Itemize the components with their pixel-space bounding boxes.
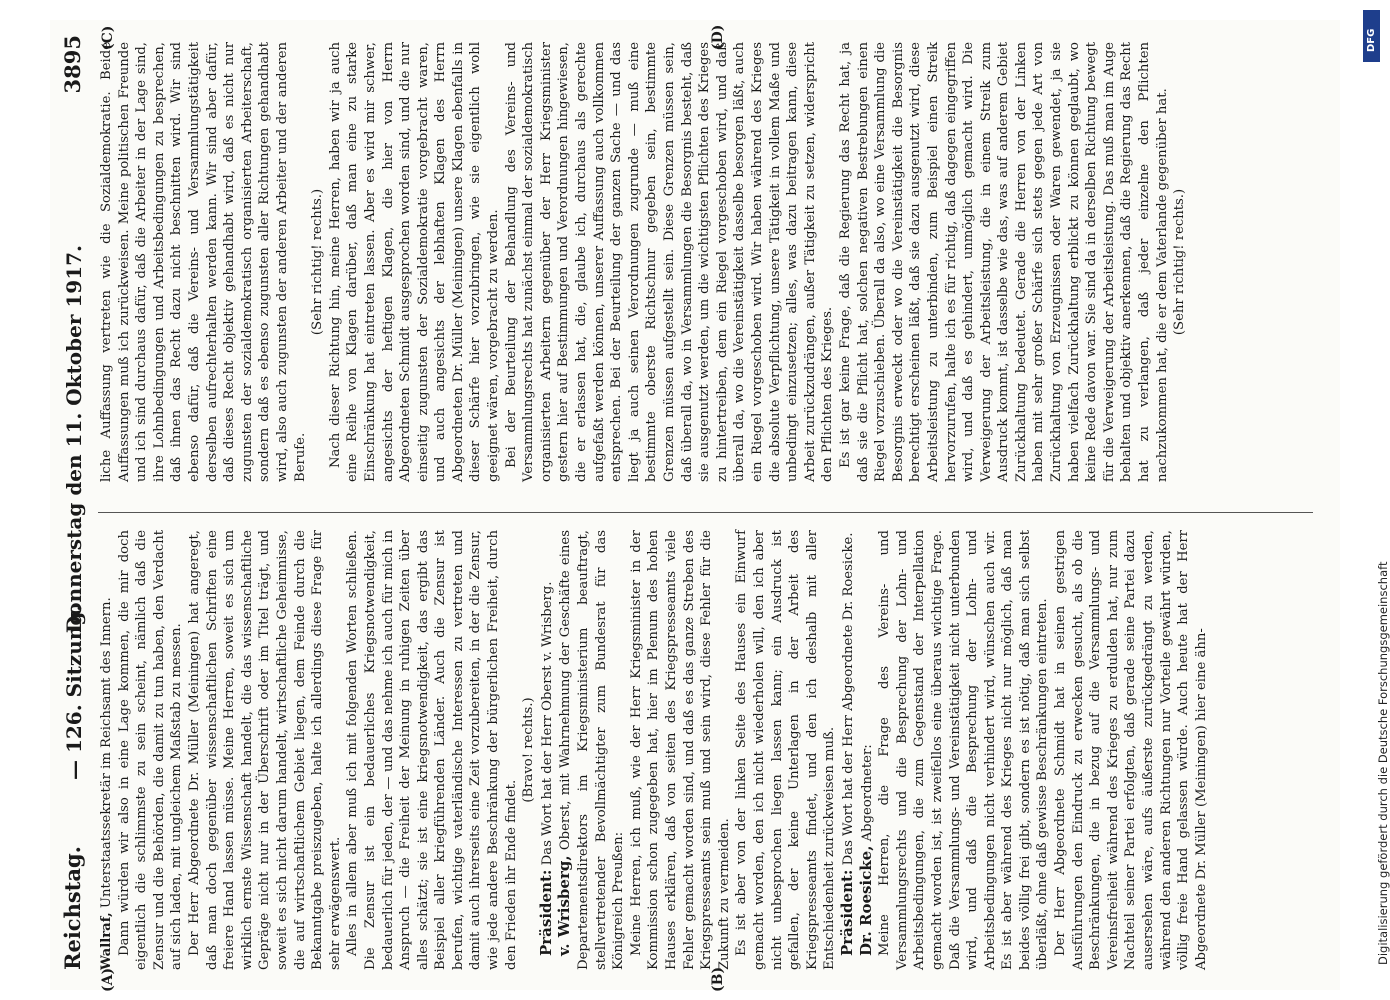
president-label: Präsident:	[837, 869, 856, 956]
speaker-name: Dr. Roesicke,	[856, 845, 875, 956]
paragraph: Nach dieser Richtung hin, meine Herren, haben wir ja auch eine Reihe von Klagen darüber, daß man eine zu starke Einschränkung hat eintreten lassen. Aber es wird mir schwer, angesichts der heftigen Klagen, die hier von Herrn Abgeordneten Schmidt ausgesprochen worden sind, und die nur einseitig zugunsten der Sozialdemokratie vorgebracht waren, und auch angesichts der lebhaften Klagen des Herrn Abgeordneten Dr. Müller (Meiningen) unsere Klagen ebenfalls in dieser Schärfe hier vorzubringen, wie sie eigentlich wohl geeignet wären, vorgebracht zu werden.	[327, 42, 502, 482]
right-column	[98, 42, 1328, 482]
president-statement	[839, 530, 858, 970]
paragraph: Der Herr Abgeordnete Schmidt hat in seinen gestrigen Ausführungen den Eindruck zu erwecken gesucht, als ob die Beschränkungen, die in bezug auf die Versammlungs- und Vereinsfreiheit während des Krieges zu erdulden hat, nur zum Nachteil seiner Partei erfolgten, daß gerade seine Partei dazu ausersehen wäre, aufs äußerste zurückgedrängt zu werden, während den anderen Richtungen nur Vorteile gewährt würden, völlig freie Hand gelassen würde. Auch heute hat der Herr Abgeordnete Dr. Müller (Meiningen) hier eine ähn-	[1053, 530, 1209, 970]
paragraph: Es ist aber von der linken Seite des Hauses ein Einwurf gemacht worden, den ich nicht wiederholen will, den ich aber nicht unbesprochen liegen lassen kann; ein Ausdruck ist gefallen, der keine Unterlagen in der Arbeit des Kriegspresseamts findet, und den ich deshalb mit aller Entschiedenheit zurückweisen muß.	[734, 530, 838, 970]
header-session: — 126. Sitzung.	[62, 604, 86, 780]
margin-marker-b: (B)	[710, 966, 726, 992]
paragraph: Meine Herren, die Frage des Vereins- und Versammlungsrechts und die Besprechung der Lohn- und Arbeitsbedingungen, die zum Gegenstand der Interpellation gemacht worden ist, ist zweifellos eine überaus wichtige Frage. Daß die Versammlungs- und Vereinstätigkeit nicht unterbunden wird, und daß die Besprechung der Lohn- und Arbeitsbedingungen nicht verhindert wird, wünschen auch wir. Es ist aber während des Krieges nicht nur möglich, daß man beides völlig frei gibt, sondern es ist nötig, daß man sich selbst überläßt, ohne daß gewisse Beschränkungen eintreten.	[877, 530, 1051, 970]
speaker-name: v. Wrisberg,	[555, 855, 574, 956]
speaker-role: Unterstaatssekretär im Reichsamt des Innern.	[99, 597, 114, 909]
president-statement	[538, 530, 557, 970]
president-text: Das Wort hat der Herr Oberst v. Wrisberg.	[539, 581, 555, 866]
paragraph: Alles in allem aber muß ich mit folgenden Worten schließen. Die Zensur ist ein bedauerliches Kriegsnotwendigkeit, bedauerlich für jeden, der — und das nehme ich auch für mich in Anspruch — die Freiheit der Meinung in ruhigen Zeiten über alles schätzt; sie ist eine kriegsnotwendigkeit, das ergibt das Beispiel aller kriegführenden Länder. Auch die Zensur ist berufen, wichtige vaterländische Interessen zu vertreten und damit auch ihrerseits eine Zeit vorzubereiten, in der die Zensur, wie jede andere Beschränkung der bürgerlichen Freiheit, durch den Frieden ihr Ende findet.	[345, 530, 519, 970]
paragraph: Bei der Beurteilung der Behandlung des Vereins- und Versammlungsrechts hat zunächst einmal der sozialdemokratisch organisierten Arbeitern gegenüber der Herr Kriegsminister gestern hier auf Bestimmungen und Verordnungen hingewiesen, die er erlassen hat, die, glaube ich, durchaus als gerechte aufgefaßt werden können, unserer Auffassung auch vollkommen entsprechen. Bei der Beurteilung der ganzen Sache — und das liegt ja auch seinen Verordnungen zugrunde — muß eine bestimmte oberste Richtschnur gegeben sein, bestimmte Grenzen müssen aufgestellt sein. Diese Grenzen müssen sein, daß überall da, wo in Versammlungen die Besorgnis besteht, daß sie ausgenutzt werden, um die wichtigsten Pflichten des Krieges zu hintertreiben, dem ein Riegel vorgeschoben wird, und daß überall da, wo die Vereinstätigkeit dasselbe besorgen läßt, auch ein Riegel vorgeschoben wird. Wir haben während des Krieges die absolute Verpflichtung, unsere Tätigkeit in vollem Maße und unbedingt einzusetzen; alles, was dazu beitragen kann, diese Arbeit zurückzudrängen, außer Tätigkeit zu setzen, widerspricht den Pflichten des Krieges.	[503, 42, 836, 482]
speaker-name: Wallraf,	[99, 912, 114, 970]
digitization-note	[1362, 10, 1390, 980]
paragraph: liche Auffassung vertreten wie die Sozialdemokratie. Beide Auffassungen muß ich zurückweisen. Meine politischen Freunde und ich sind durchaus dafür, daß die Arbeiter in der Lage sind, ihre Lohnbedingungen und Arbeitsbedingungen zu besprechen, daß ihnen das Recht dazu nicht beschnitten wird. Wir sind ebenso dafür, daß die Vereins- und Versammlungstätigkeit derselben aufrechterhalten werden kann. Wir sind aber dafür, daß dieses Recht objektiv gehandhabt wird, daß es nicht nur zugunsten der sozialdemokratisch organisierten Arbeiterschaft, sondern daß es ebenso zugunsten aller Richtungen gehandhabt wird, also auch zugunsten der anderen Arbeiter und der anderen Berufe.	[99, 42, 308, 482]
header-left: Reichstag.	[60, 846, 85, 970]
speaker-role: Abgeordneter:	[859, 744, 875, 842]
interjection: (Bravo! rechts.)	[521, 697, 537, 803]
paragraph: Dann würden wir also in eine Lage kommen, die mir doch eigentlich die schlimmste zu sein scheint, nämlich daß die Zensur und die Behörden, die damit zu tun haben, den Verdacht auf sich laden, mit ungleichem Maßstab zu messen.	[116, 530, 185, 970]
page-number: 3895	[60, 35, 85, 94]
speaker-heading	[98, 530, 116, 970]
paragraph: Es ist gar keine Frage, daß die Regierung das Recht hat, ja daß sie die Pflicht hat, solchen negativen Bestrebungen einen Riegel vorzuschieben. Überall da also, wo eine Versammlung die Besorgnis erweckt oder wo die Vereinstätigkeit die Besorgnis berechtigt erscheinen läßt, daß sie dazu ausgenutzt wird, diese Arbeitsleistung zu unterbinden, zum Beispiel einen Streik hervorzurufen, halte ich es für richtig, daß dagegen eingegriffen wird, und daß es gehindert, unmöglich gemacht wird. Die Verweigerung der Arbeitsleistung, die in einem Streik zum Ausdruck kommt, ist dasselbe wie das, was auf anderem Gebiet Zurückhaltung bedeutet. Gerade die Herren von der Linken haben mit sehr großer Schärfe sich stets gegen jede Art von Zurückhaltung von Erzeugnissen oder Waren gewendet, ja sie haben vielfach Zurückhaltung erblickt zu können geglaubt, wo keine Rede davon war. Sie sind da in derselben Richtung bewegt für die Verweigerung der Arbeitsleistung. Das muß man im Auge behalten und objektiv anerkennen, daß die Regierung das Recht hat zu verlangen, daß jeder einzelne den Pflichten nachzukommen hat, die er dem Vaterlande gegenüber hat.	[837, 42, 1170, 482]
president-label: Präsident:	[536, 869, 555, 956]
left-column	[98, 530, 1328, 970]
column-divider	[98, 512, 1313, 513]
digitization-text: Digitalisierung gefördert durch die Deutsche Forschungsgemeinschaft	[1376, 561, 1390, 965]
speaker-heading	[556, 530, 627, 970]
speaker-role: Oberst, mit Wahrnehmung der Geschäfte eines Departementsdirektors im Kriegsministerium beauftragt, stellvertretender Bevollmächtigter zum Bundesrat für das Königreich Preußen:	[558, 530, 627, 970]
dfg-logo-text: DFG	[1366, 28, 1377, 52]
margin-marker-a: (A)	[100, 967, 116, 992]
margin-marker-d: (D)	[710, 24, 726, 50]
paragraph: Der Herr Abgeordnete Dr. Müller (Meiningen) hat angeregt, daß man doch gegenüber wissenschaftlichen Schriften eine freiere Hand lassen müsse. Meine Herren, soweit es sich um wirklich ernste Wissenschaft handelt, die das wissenschaftliche Gepräge nicht nur in der Überschrift oder im Titel trägt, und soweit es sich nicht darum handelt, wirtschaftliche Geheimnisse, die auf wirtschaftlichem Gebiet liegen, dem Feinde durch die Bekanntgabe preiszugeben, halte ich allerdings diese Frage für sehr erwägenswert.	[186, 530, 343, 970]
margin-marker-c: (C)	[100, 25, 116, 50]
paragraph: Meine Herren, ich muß, wie der Herr Kriegsminister in der Kommission schon zugegeben hat, hier im Plenum des hohen Hauses erklären, daß von seiten des Kriegspresseamts viele Fehler gemacht worden sind, und daß es das ganze Streben des Kriegspresseamts sein muß und sein wird, diese Fehler für die Zukunft zu vermeiden.	[628, 530, 732, 970]
interjection: (Sehr richtig! rechts.)	[310, 188, 326, 336]
president-text: Das Wort hat der Herr Abgeordnete Dr. Roesicke.	[840, 532, 856, 866]
page-header	[56, 35, 90, 970]
header-date: Donnerstag den 11. Oktober 1917.	[62, 245, 86, 634]
interjection: (Sehr richtig! rechts.)	[1172, 188, 1188, 336]
rotated-document-page	[50, 20, 1340, 990]
speaker-heading	[858, 530, 877, 970]
